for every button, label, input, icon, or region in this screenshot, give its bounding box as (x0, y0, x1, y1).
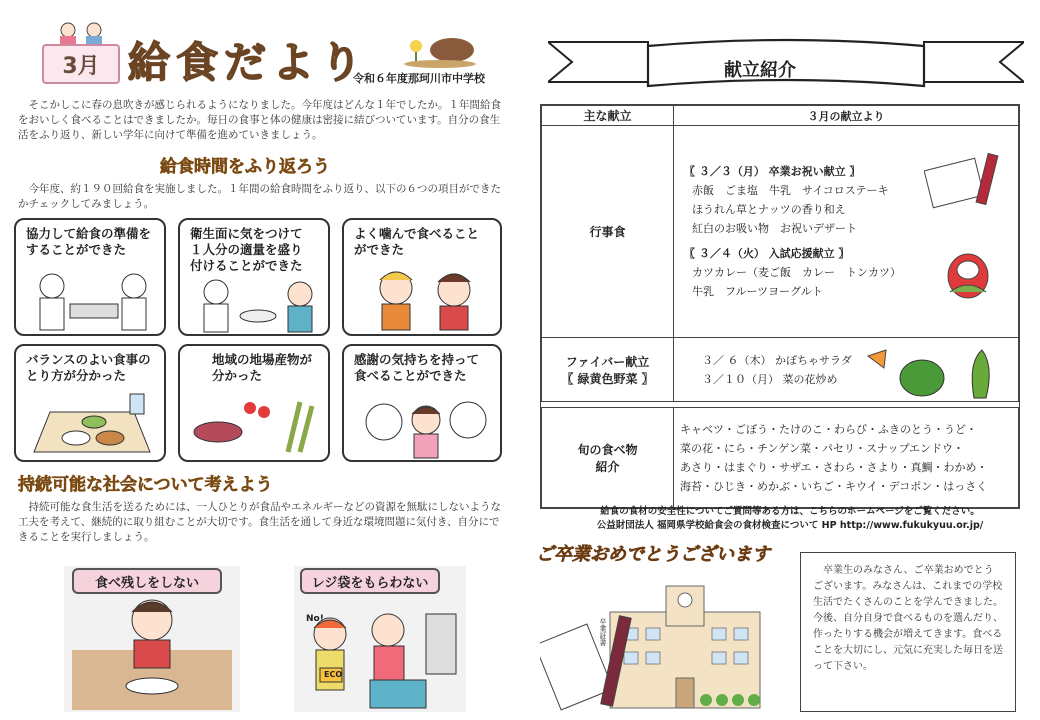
ribbon-title: 献立紹介 (724, 60, 796, 81)
check-card-local-products (178, 344, 330, 462)
food-safety-note (560, 505, 1020, 533)
serving-students-illustration (22, 264, 162, 334)
diploma-label: 卒業証書 (599, 618, 607, 646)
no-leftovers-banner: 食べ残しをしない (72, 568, 222, 594)
fiber-menu-cell (674, 338, 1019, 402)
check-card-balance (14, 344, 166, 462)
newsletter-title: 給食だより (128, 38, 369, 87)
daruma-icon (944, 248, 992, 300)
school-building-illustration (540, 572, 792, 714)
card-line: 協力して給食の準備を (26, 226, 152, 241)
card-line: することができた (26, 242, 127, 257)
eco-bag-label: ECO (324, 670, 343, 679)
event1-line: 赤飯 ごま塩 牛乳 サイコロステーキ (692, 184, 889, 197)
intro-text: そこかしこに春の息吹きが感じられるようになりました。今年度はどんな１年でしたか。１年間給食をおいしく食べることはできましたか。毎日の食事と体の健康は密接に結びついています。自分の食生活をふり返り、新しい学年に向けて準備を進めていきましょう。 (18, 99, 501, 141)
fiber-line: ３／１０（月） 菜の花炒め (702, 372, 838, 386)
section-title-sustainability: 持続可能な社会について考えよう (18, 475, 273, 495)
check-card-hygiene (178, 218, 330, 336)
event2-line: 牛乳 フルーツヨーグルト (692, 285, 823, 298)
fiber-line: ３／ ６（木） かぼちゃサラダ (702, 353, 852, 367)
event2-line: カツカレー（麦ご飯 カレー トンカツ） (692, 266, 901, 279)
card-line: 付けることができた (190, 258, 303, 273)
event1-title: 〖 ３／３（月） 卒業お祝い献立 〗 (684, 165, 861, 178)
seasonal-line: あさり・はまぐり・サザエ・さわら・さより・真鯛・わかめ・ (680, 460, 988, 474)
row-label-fiber (542, 338, 674, 402)
event1-line: ほうれん草とナッツの香り和え (692, 203, 846, 216)
card-line: 分かった (212, 368, 263, 383)
fiber-sublabel: 〖 緑黄色野菜 〗 (561, 371, 654, 386)
eating-student-illustration (72, 586, 232, 710)
menu-table (540, 104, 1020, 509)
sustainability-text: 持続可能な食生活を送るためには、一人ひとりが食品やエネルギーなどの資源を無駄にしないような工夫を考えて、継続的に取り組むことが大切です。食生活を通して身近な環境問題に気付き、自分にできることを実行しましょう。 (18, 501, 501, 543)
event1-line: 紅白のお吸い物 お祝いデザート (692, 222, 857, 235)
card-line: よく噛んで食べること (354, 226, 480, 241)
reflection-text: 今年度、約１９０回給食を実施しました。１年間の給食時間をふり返り、以下の６つの項目ができたかチェックしてみましょう。 (18, 183, 501, 210)
no-plastic-bags-banner: レジ袋をもらわない (300, 568, 440, 594)
seasonal-sublabel: 紹介 (595, 459, 620, 474)
fiber-label: ファイバー献立 (565, 354, 650, 369)
hina-dolls-icon (54, 20, 114, 46)
card-line: 地域の地場産物が (212, 352, 313, 367)
card-line: 食べることができた (354, 368, 467, 383)
card-line: とり方が分かった (26, 368, 127, 383)
graduation-message: 卒業生のみなさん、ご卒業おめでとうございます。みなさんは、これまでの学校生活でたくさんのことを学んできました。今後、自分自身で食べるものを選んだり、作ったりする機会が増えてきます。食べることを大切にし、元気に充実した毎日を送って下さい。 (800, 552, 1016, 712)
grateful-student-illustration (354, 392, 494, 460)
portioning-illustration (186, 276, 326, 334)
card-line: 衛生面に気をつけて (190, 226, 303, 241)
note-line: 公益財団法人 福岡県学校給食会の食材検査について HP http://www.fukukyuu.or.jp/ (596, 520, 984, 531)
check-card-chewing (342, 218, 502, 336)
reusable-bag-illustration (300, 594, 460, 710)
card-line: １人分の適量を盛り (190, 242, 303, 257)
chewing-students-illustration (354, 260, 494, 334)
pumpkin-greens-icon (864, 342, 1004, 400)
mole-icon (400, 26, 480, 68)
diploma-scroll-icon (924, 150, 1004, 210)
card-line: ができた (354, 242, 405, 257)
note-line: 給食の食材の安全性についてご質問等ある方は、こちらのホームページをご覧ください。 (600, 506, 980, 517)
meal-tray-illustration (24, 392, 160, 458)
event2-title: 〖 ３／４（火） 入試応援献立 〗 (684, 247, 850, 260)
card-line: 感謝の気持ちを持って (354, 352, 480, 367)
check-card-preparation (14, 218, 166, 336)
row-label-seasonal (542, 408, 674, 508)
seasonal-line: キャベツ・ごぼう・たけのこ・わらび・ふきのとう・うど・ (680, 422, 977, 436)
row-label-event-food: 行事食 (542, 126, 674, 338)
section-title-reflection: 給食時間をふり返ろう (160, 157, 330, 177)
col-header-march-menu: ３月の献立より (674, 106, 1019, 126)
seasonal-line: 菜の花・にら・チンゲン菜・パセリ・スナップエンドウ・ (680, 441, 965, 455)
check-card-gratitude (342, 344, 502, 462)
local-vegetables-illustration (188, 392, 324, 458)
no-speech-text: No! (306, 614, 324, 624)
col-header-main-menu: 主な献立 (542, 106, 674, 126)
seasonal-label: 旬の食べ物 (577, 442, 638, 457)
event-menu-cell (674, 126, 1019, 338)
seasonal-line: 海苔・ひじき・めかぶ・いちご・キウイ・デコポン・はっさく (680, 479, 988, 493)
graduation-heading: ご卒業おめでとうございます (536, 544, 770, 565)
card-line: バランスのよい食事の (26, 352, 151, 367)
month-badge: 3月 (42, 44, 120, 84)
seasonal-food-cell (674, 408, 1019, 508)
school-name: 令和６年度那珂川市中学校 (353, 72, 485, 85)
